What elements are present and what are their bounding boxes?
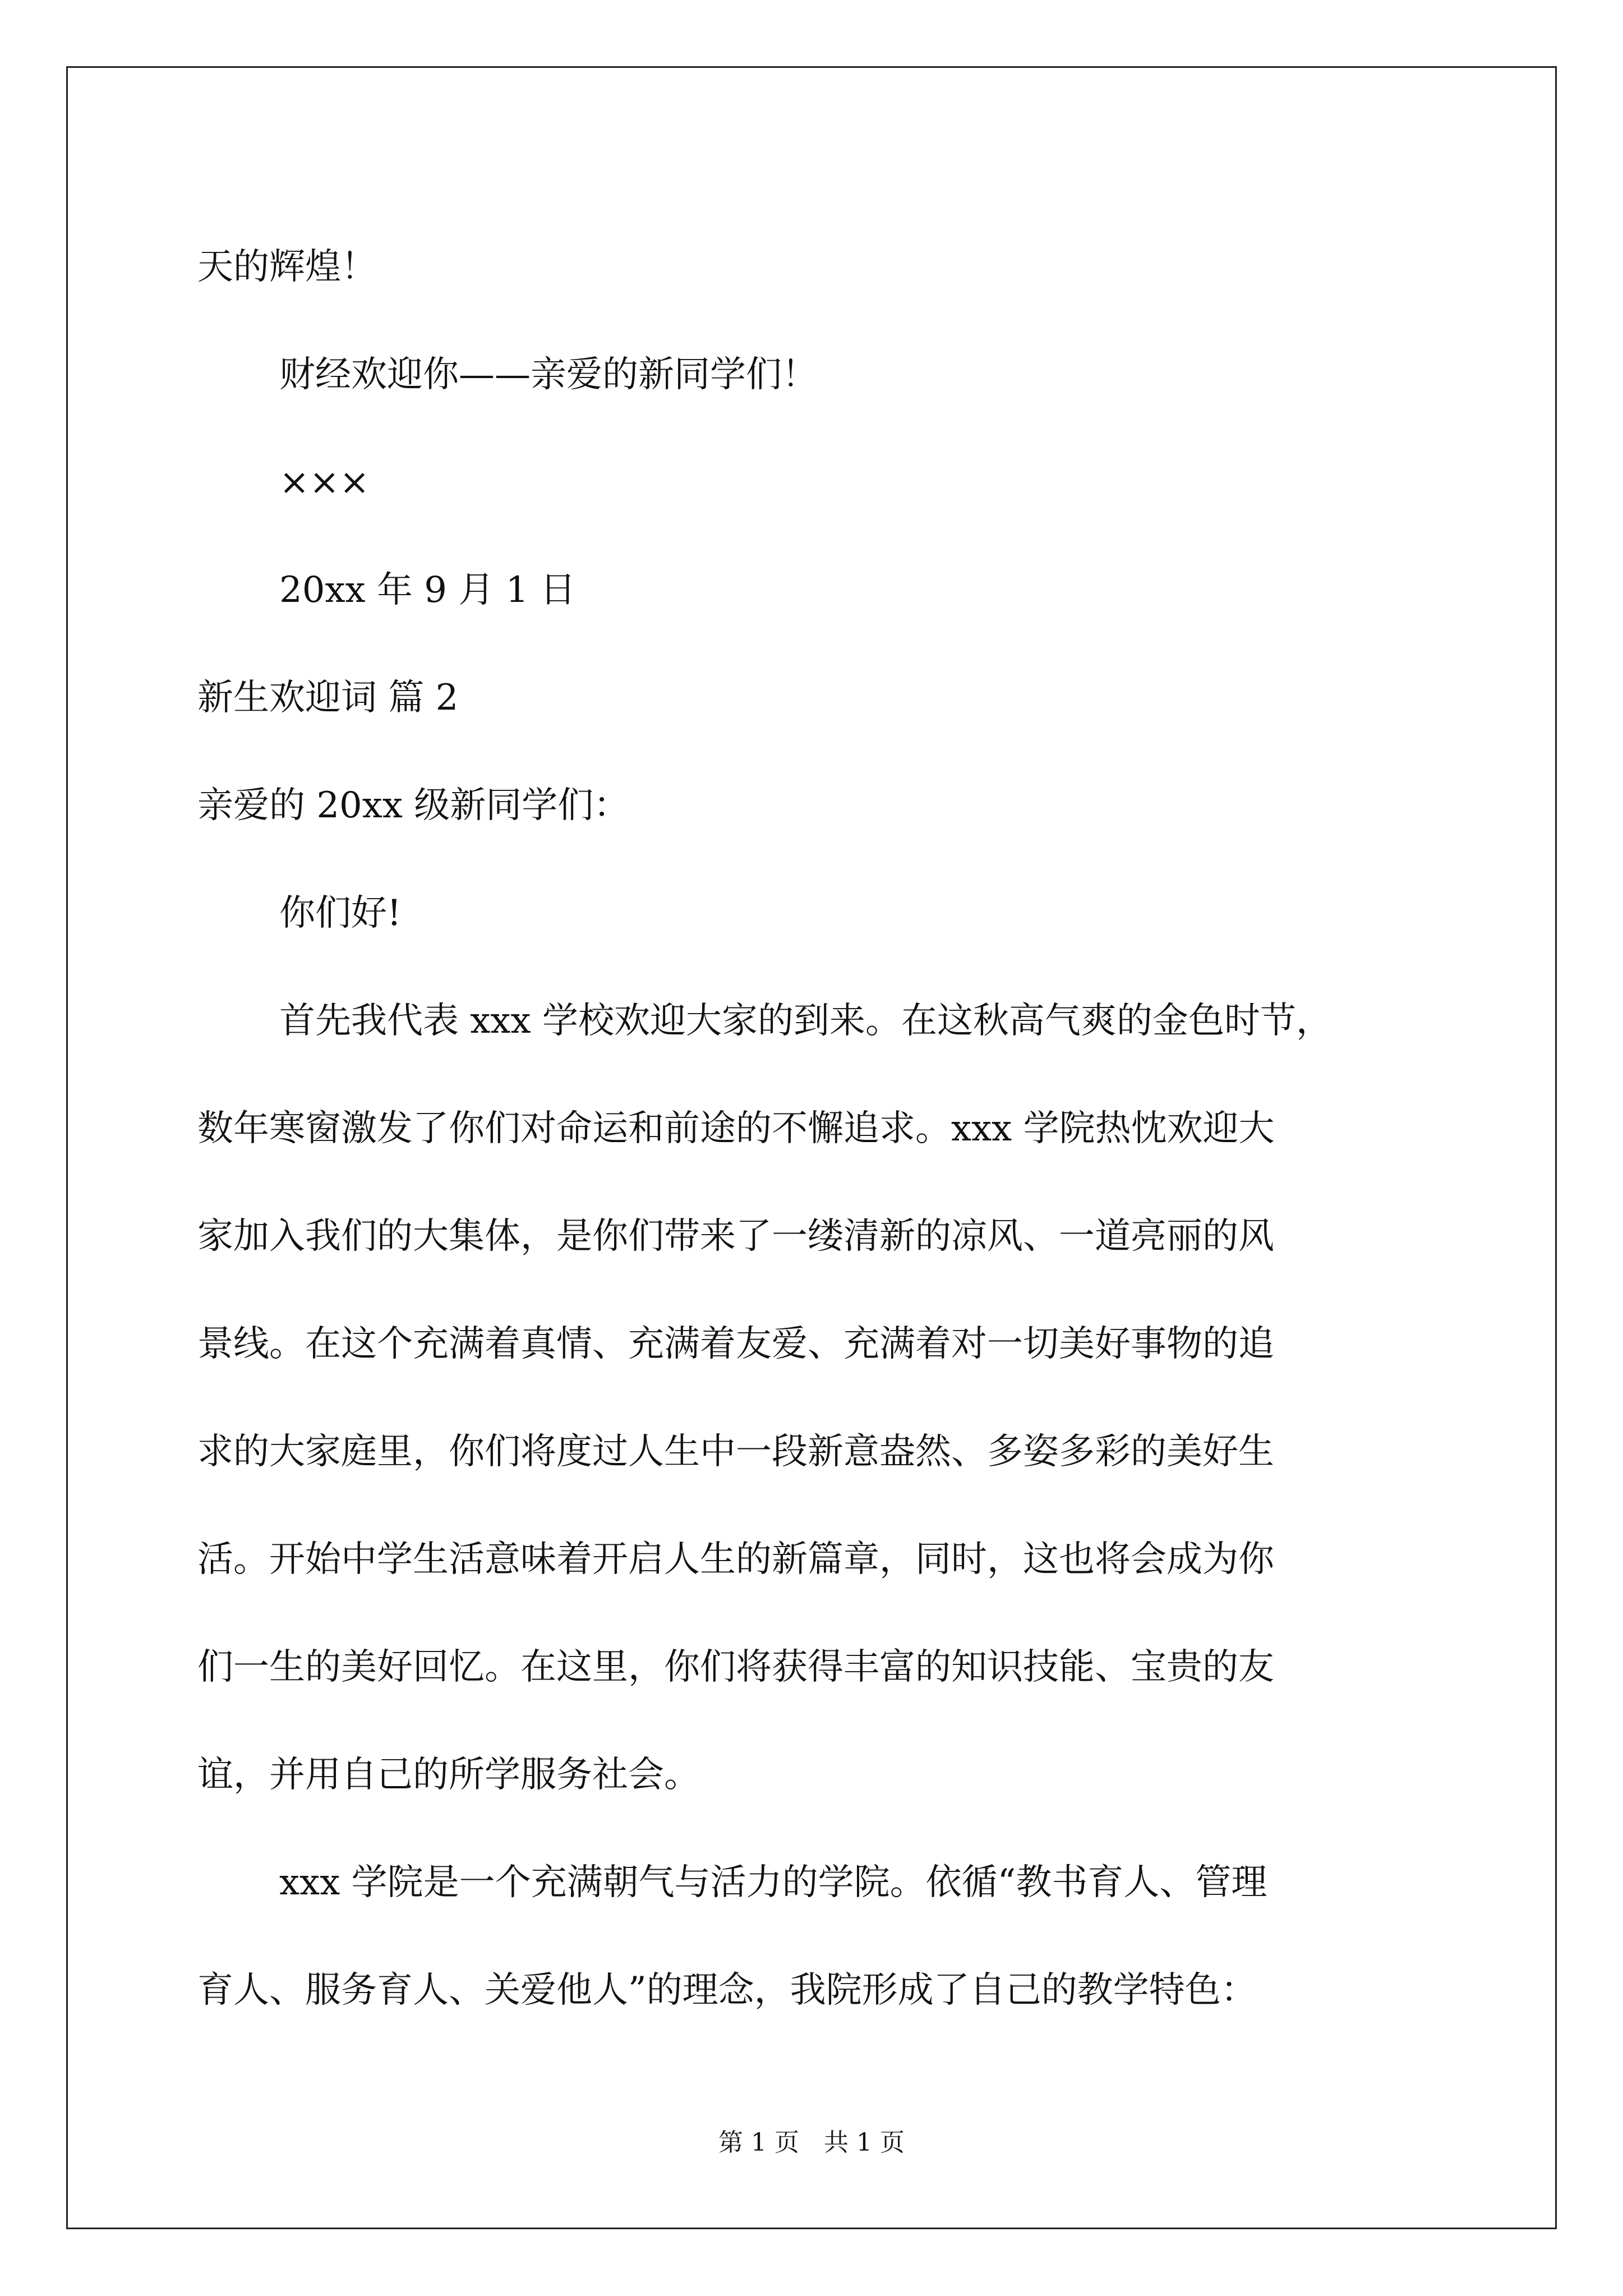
paragraph-line: 育人、服务育人、关爱他人”的理念，我院形成了自己的教学特色： (197, 1970, 1257, 2011)
paragraph-line: 数年寒窗激发了你们对命运和前途的不懈追求。xxx 学院热忱欢迎大 (197, 1108, 1275, 1149)
text-line: 天的辉煌！ (197, 246, 377, 288)
signature-line: ××× (279, 462, 370, 503)
paragraph (197, 1829, 1436, 2044)
paragraph-line: 家加入我们的大集体，是你们带来了一缕清新的凉风、一道亮丽的风 (197, 1216, 1274, 1257)
paragraph-line: 求的大家庭里，你们将度过人生中一段新意盎然、多姿多彩的美好生 (197, 1431, 1274, 1473)
salutation: 亲爱的 20xx 级新同学们： (197, 785, 630, 826)
section-heading: 新生欢迎词 篇 2 (197, 677, 459, 719)
page-footer: 第 1 页 共 1 页 (718, 2128, 905, 2157)
greeting: 你们好! (279, 892, 402, 934)
paragraph-line: 景线。在这个充满着真情、充满着友爱、充满着对一切美好事物的追 (197, 1323, 1274, 1365)
paragraph-line: xxx 学院是一个充满朝气与活力的学院。依循“教书育人、管理 (279, 1862, 1267, 1903)
date-line: 20xx 年 9 月 1 日 (279, 569, 576, 611)
paragraph-line: 谊，并用自己的所学服务社会。 (197, 1754, 700, 1796)
text-line: 财经欢迎你——亲爱的新同学们！ (279, 354, 818, 395)
paragraph-line: 活。开始中学生活意味着开启人生的新篇章，同时，这也将会成为你 (197, 1539, 1274, 1580)
paragraph (197, 967, 1436, 1829)
paragraph-line: 们一生的美好回忆。在这里，你们将获得丰富的知识技能、宝贵的友 (197, 1646, 1274, 1688)
paragraph-line: 首先我代表 xxx 学校欢迎大家的到来。在这秋高气爽的金色时节， (279, 1000, 1332, 1042)
document-body (197, 213, 1436, 2044)
